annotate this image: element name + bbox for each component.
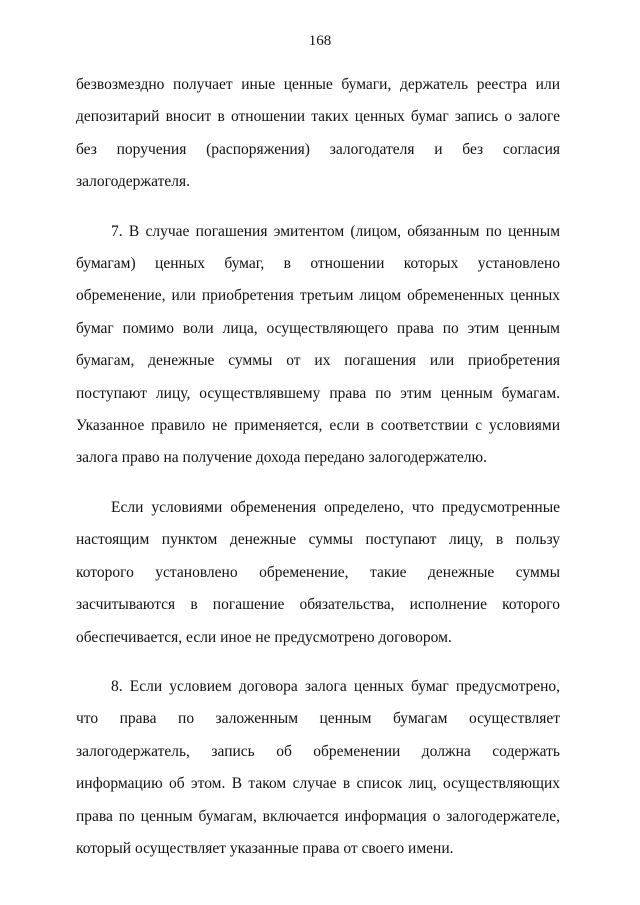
- paragraph-item-7: 7. В случае погашения эмитентом (лицом, обязанным по ценным бумагам) ценных бумаг, в отношении которых установлено обременение, или приобретения третьим лицом обремененных ценных бумаг помимо воли лица, осуществляющего права по этим ценным бумагам, денежные суммы от их погашения или приобретения поступают лицу, осуществлявшему права по этим ценным бумагам. Указанное правило не применяется, если в соответствии с условиями залога право на получение дохода передано залогодержателю.: [76, 222, 560, 467]
- paragraph-item-7-continued: Если условиями обременения определено, что предусмотренные настоящим пунктом денежные суммы поступают лицу, в пользу которого установлено обременение, такие денежные суммы засчитываются в погашение обязательства, исполнение которого обеспечивается, если иное не предусмотрено договором.: [76, 498, 560, 646]
- page-number: 168: [308, 33, 332, 49]
- document-body: [76, 69, 560, 865]
- paragraph-continuation: безвозмездно получает иные ценные бумаги, держатель реестра или депозитарий вносит в отношении таких ценных бумаг запись о залоге без поручения (распоряжения) залогодателя и без согласия залогодержателя.: [76, 76, 560, 191]
- paragraph-item-8: 8. Если условием договора залога ценных бумаг предусмотрено, что права по заложенным ценным бумагам осуществляет залогодержатель, запись об обременении должна содержать информацию об этом. В таком случае в список лиц, осуществляющих права по ценным бумагам, включается информация о залогодержателе, который осуществляет указанные права от своего имени.: [76, 677, 560, 857]
